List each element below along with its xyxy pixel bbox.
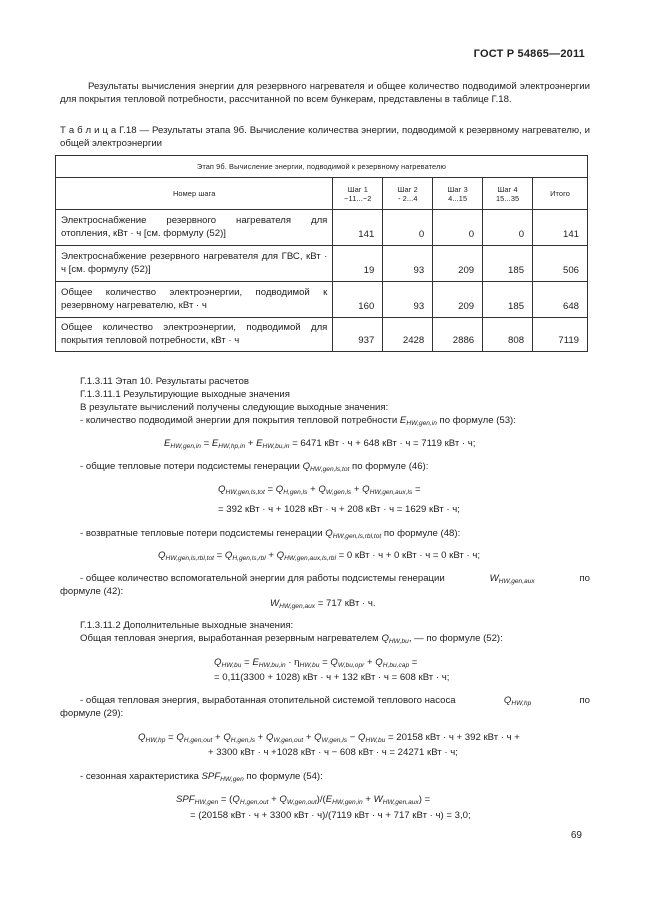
cell: 0 [383,210,433,246]
cell: 2886 [433,318,483,352]
document-code: ГОСТ Р 54865—2011 [473,48,585,60]
column-header: Шаг 2 - 2...4 [383,178,433,210]
cell: 19 [333,246,383,282]
column-header: Итого [533,178,588,210]
formula: + 3300 кВт · ч +1028 кВт · ч − 608 кВт · ч = 24271 кВт · ч; [208,747,458,758]
paragraph: - общие тепловые потери подсистемы генерации $Q_{HW,gen,ls,tot}$ по формуле (46): [80,461,429,473]
cell: 185 [483,282,533,318]
paragraph: Общая тепловая энергия, выработанная резервным нагревателем $Q_{HW,bu}$, — по формуле (52): [80,633,503,645]
cell: 937 [333,318,383,352]
paragraph: - количество подводимой энергии для покрытия тепловой потребности $E_{HW,gen,in}$ по формуле (53): [80,415,516,427]
formula: $Q_{HW,hp} = Q_{H,gen,out} + Q_{H,gen,ls} + Q_{W,gen,out} + Q_{W,gen,ls} - Q_{HW,bu} = 20158$ кВт · ч + 392 кВт · ч + [138,732,520,744]
formula: $Q_{HW,gen,ls,tot} = Q_{H,gen,ls} + Q_{W,gen,ls} + Q_{HW,gen,aux,ls}$ = [218,484,421,496]
row-label: Электроснабжение резервного нагревателя для ГВС, кВт · ч [см. формулу (52)] [56,246,333,282]
formula: = (20158 кВт · ч + 3300 кВт · ч)/(7119 кВт · ч + 717 кВт · ч) = 3,0; [190,810,471,821]
cell: 7119 [533,318,588,352]
section-heading: Г.1.3.11.2 Дополнительные выходные значения: [80,620,294,631]
table-row [56,210,588,246]
cell: 185 [483,246,533,282]
cell: 93 [383,246,433,282]
row-label: Общее количество электроэнергии, подводимой к резервному нагревателю, кВт · ч [56,282,333,318]
section-heading: Г.1.3.11.1 Результирующие выходные значения [80,389,290,400]
column-header: Шаг 1 −11...−2 [333,178,383,210]
cell: 0 [433,210,483,246]
cell: 209 [433,282,483,318]
formula: $W_{HW,gen,aux} = 717$ кВт · ч. [270,598,376,610]
row-label: Электроснабжение резервного нагревателя для отопления, кВт · ч [см. формулу (52)] [56,210,333,246]
cell: 648 [533,282,588,318]
intro-paragraph: Результаты вычисления энергии для резервного нагревателя и общее количество подводимой электроэнергии для покрытия тепловой потребности, рассчитанной по всем бункерам, представлены в таблице Г.18. [60,81,590,106]
formula: $SPF_{HW,gen} = (Q_{H,gen,out} + Q_{W,gen,out})/(E_{HW,gen,in} + W_{HW,gen,aux})$ = [176,794,431,806]
paragraph: формуле (42): [60,586,124,597]
cell: 2428 [383,318,433,352]
formula: = 392 кВт · ч + 1028 кВт · ч + 208 кВт · ч = 1629 кВт · ч; [218,504,460,515]
step-label: Номер шага [56,178,333,210]
column-header: Шаг 4 15...35 [483,178,533,210]
page-number: 69 [570,830,582,841]
paragraph: - возвратные тепловые потери подсистемы генерации $Q_{HW,gen,ls,rbl,tot}$ по формуле (48): [80,528,461,540]
cell: 141 [533,210,588,246]
cell: 209 [433,246,483,282]
table-row [56,318,588,352]
table-caption: Т а б л и ц а Г.18 — Результаты этапа 9б. Вычисление количества энергии, подводимой к резервному нагревателю, и общей электроэнергии [60,125,590,150]
section-heading: Г.1.3.11 Этап 10. Результаты расчетов [80,376,249,387]
cell: 160 [333,282,383,318]
results-table [55,155,588,352]
table-title: Этап 9б. Вычисление энергии, подводимой к резервному нагревателю [56,156,588,178]
cell: 141 [333,210,383,246]
cell: 506 [533,246,588,282]
paragraph: - общая тепловая энергия, выработанная отопительной системой теплового насоса $Q_{HW,hp}$ по [80,695,590,707]
formula: $Q_{HW,bu} = E_{HW,bu,in} \cdot \eta_{HW,bu} = Q_{W,bu,opr} + Q_{H,bu,cap}$ = [214,657,418,669]
row-label: Общее количество электроэнергии, подводимой для покрытия тепловой потребности, кВт · ч [56,318,333,352]
paragraph: - сезонная характеристика $SPF_{HW,gen}$ по формуле (54): [80,771,323,783]
formula: $Q_{HW,gen,ls,rbl,tot} = Q_{H,gen,ls,rbl} + Q_{HW,gen,aux,ls,rbl} = 0$ кВт · ч + 0 кВт · ч = 0 кВт · ч; [158,550,480,562]
table-row [56,282,588,318]
paragraph: В результате вычислений получены следующие выходные значения: [80,402,389,413]
table-header-row [56,178,588,210]
table-row [56,246,588,282]
formula: = 0,11(3300 + 1028) кВт · ч + 132 кВт · ч = 608 кВт · ч; [214,672,450,683]
paragraph: - общее количество вспомогательной энергии для работы подсистемы генерации $W_{HW,gen,aux}$ по [80,573,590,585]
cell: 0 [483,210,533,246]
column-header: Шаг 3 4...15 [433,178,483,210]
formula: $E_{HW,gen,in} = E_{HW,hp,in} + E_{HW,bu,in} = 6471$ кВт · ч + 648 кВт · ч = 7119 кВт · ч; [164,438,476,450]
cell: 93 [383,282,433,318]
cell: 808 [483,318,533,352]
paragraph: формуле (29): [60,708,124,719]
